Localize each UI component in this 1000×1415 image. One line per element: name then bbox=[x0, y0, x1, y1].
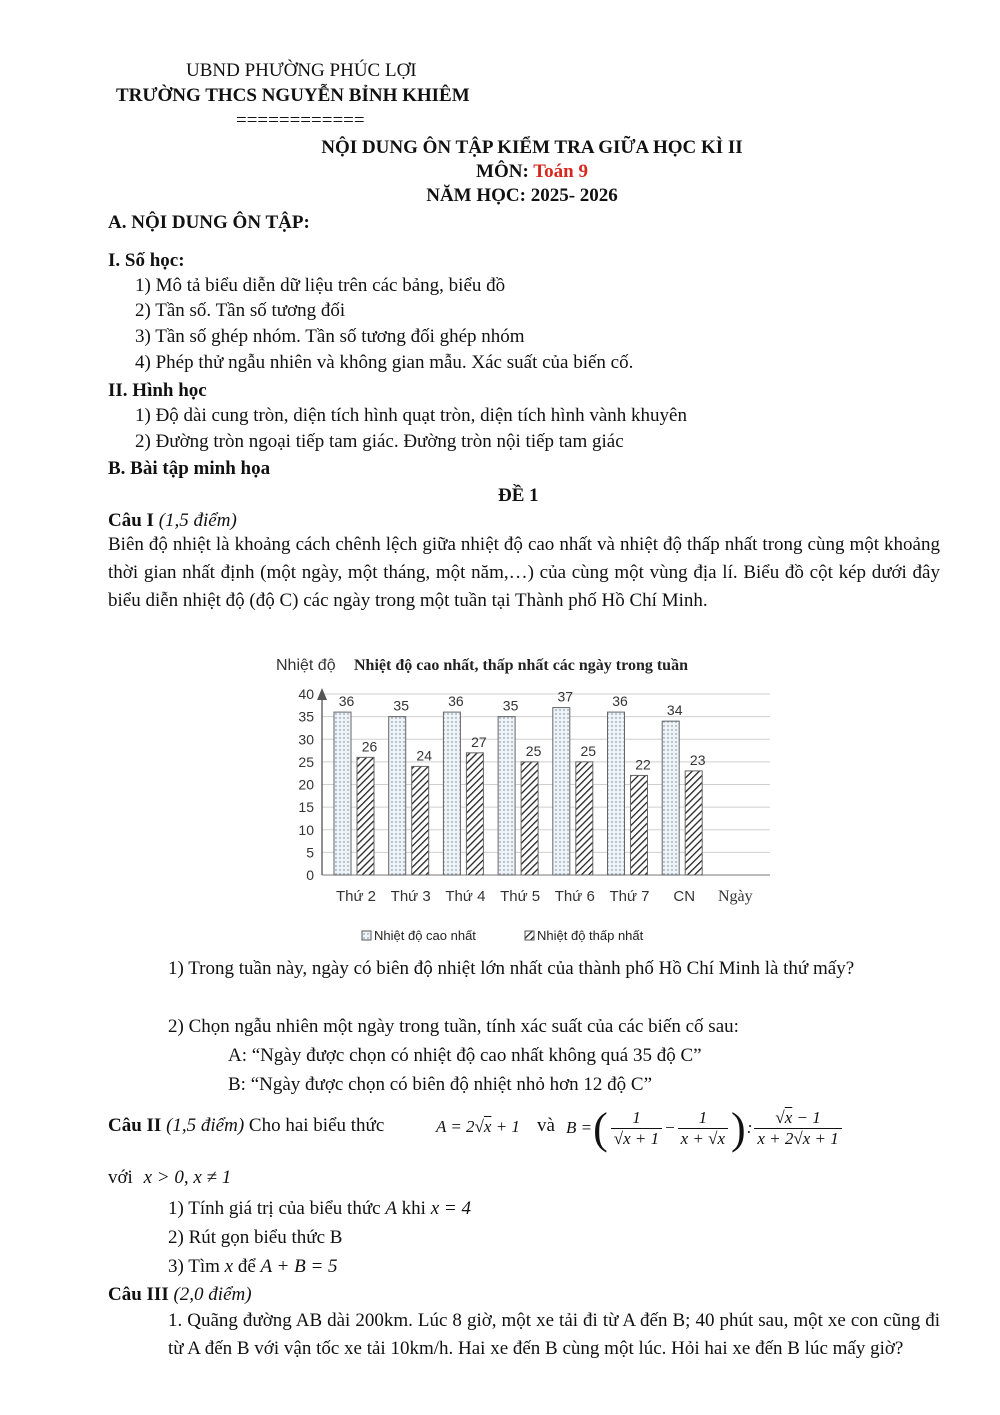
x-tick-label: Thứ 6 bbox=[554, 888, 595, 905]
q2-intro: Cho hai biểu thức bbox=[248, 1115, 385, 1136]
bar-high bbox=[498, 717, 515, 875]
q2-condition-line bbox=[108, 1167, 231, 1189]
q1-header bbox=[108, 510, 237, 532]
left-paren-icon: ( bbox=[593, 1103, 608, 1153]
data-label-high: 36 bbox=[338, 693, 355, 710]
frac1-den-radicand: x bbox=[623, 1128, 631, 1148]
data-label-low: 22 bbox=[635, 756, 651, 773]
y-tick-label: 30 bbox=[298, 731, 314, 748]
q1-points: (1,5 điểm) bbox=[158, 510, 237, 531]
section-b-heading: B. Bài tập minh họa bbox=[108, 458, 271, 479]
data-label-low: 25 bbox=[580, 742, 597, 759]
q2-part1-math: x = 4 bbox=[430, 1198, 471, 1219]
data-label-high: 35 bbox=[393, 697, 409, 714]
q2-header bbox=[108, 1115, 384, 1137]
frac3-den-radicand: x bbox=[802, 1128, 811, 1148]
q2-part1-text: 1) Tính giá trị của biểu thức bbox=[168, 1198, 386, 1219]
frac1-num: 1 bbox=[611, 1108, 662, 1129]
school-name: TRƯỜNG THCS NGUYỄN BỈNH KHIÊM bbox=[116, 85, 470, 106]
frac1-den-tail: + 1 bbox=[630, 1128, 660, 1148]
bar-low bbox=[631, 775, 648, 875]
q3-header bbox=[108, 1284, 252, 1306]
q2-part1-var: A bbox=[385, 1198, 397, 1219]
x-tick-label: Thứ 7 bbox=[609, 888, 650, 905]
bar-low bbox=[576, 762, 593, 875]
bar-high bbox=[389, 717, 406, 875]
bar-low bbox=[521, 762, 538, 875]
frac1-den bbox=[611, 1129, 662, 1149]
bar-low bbox=[685, 771, 702, 875]
q1-event-b: B: “Ngày được chọn có biên độ nhiệt nhỏ hơn 12 độ C” bbox=[228, 1074, 653, 1095]
chart-x-ticks bbox=[336, 888, 695, 905]
subject-value: Toán 9 bbox=[533, 161, 588, 182]
arith-item-1: 1) Mô tả biểu diễn dữ liệu trên các bảng, biểu đồ bbox=[135, 275, 506, 296]
divide-sign: : bbox=[746, 1118, 753, 1137]
expr-a-tail: + 1 bbox=[491, 1117, 520, 1136]
y-tick-label: 10 bbox=[298, 821, 314, 838]
q2-part3-text: 3) Tìm bbox=[168, 1256, 225, 1277]
minus-sign: − bbox=[664, 1118, 676, 1137]
subject-label: MÔN: bbox=[476, 161, 534, 182]
bar-high bbox=[443, 712, 460, 875]
q2-part3-var: x bbox=[224, 1256, 234, 1277]
geo-item-1: 1) Độ dài cung tròn, diện tích hình quạt tròn, diện tích hình vành khuyên bbox=[135, 405, 687, 426]
right-paren-icon: ) bbox=[731, 1103, 746, 1153]
legend-label-high: Nhiệt độ cao nhất bbox=[374, 928, 476, 943]
frac3-num-radicand: x bbox=[784, 1107, 793, 1127]
school-year: NĂM HỌC: 2025- 2026 bbox=[426, 185, 618, 206]
q2-condition: x > 0, x ≠ 1 bbox=[143, 1167, 232, 1188]
data-label-high: 36 bbox=[612, 693, 628, 710]
frac2-den-head: x + bbox=[680, 1128, 709, 1148]
subject-line bbox=[0, 161, 1000, 183]
org-name: UBND PHƯỜNG PHÚC LỢI bbox=[186, 60, 417, 81]
data-label-high: 34 bbox=[666, 702, 683, 719]
q2-part3-mid: để bbox=[233, 1256, 261, 1277]
frac2-num: 1 bbox=[678, 1108, 728, 1129]
bar-high bbox=[553, 708, 570, 875]
data-label-high: 36 bbox=[448, 693, 464, 710]
q2-part1-mid: khi bbox=[396, 1198, 431, 1219]
section-a-heading: A. NỘI DUNG ÔN TẬP: bbox=[108, 212, 310, 233]
expr-a bbox=[436, 1117, 520, 1137]
bar-low bbox=[466, 753, 483, 875]
q1-part1: 1) Trong tuần này, ngày có biên độ nhiệt lớn nhất của thành phố Hồ Chí Minh là thứ mấy? bbox=[168, 958, 855, 979]
expr-a-radicand: x bbox=[483, 1117, 492, 1136]
chart-xlabel: Ngày bbox=[718, 888, 753, 905]
chart-bars bbox=[334, 708, 702, 875]
expr-b bbox=[566, 1100, 844, 1156]
header-rule: ============ bbox=[236, 110, 365, 131]
x-tick-label: Thứ 5 bbox=[500, 888, 541, 905]
doc-title: NỘI DUNG ÔN TẬP KIỂM TRA GIỮA HỌC KÌ II bbox=[321, 137, 743, 158]
chart-ylabel: Nhiệt độ bbox=[276, 657, 336, 674]
frac2-den-radicand: x bbox=[717, 1128, 726, 1148]
arithmetic-heading: I. Số học: bbox=[108, 250, 185, 271]
expr-b-frac2 bbox=[678, 1108, 728, 1149]
y-tick-label: 5 bbox=[306, 844, 314, 861]
q2-part1 bbox=[168, 1198, 471, 1220]
arith-item-4: 4) Phép thử ngẫu nhiên và không gian mẫu. Xác suất của biến cố. bbox=[135, 352, 634, 373]
legend-swatch-low bbox=[525, 931, 534, 940]
q2-and-word: và bbox=[537, 1115, 555, 1136]
frac3-den-head: x + 2 bbox=[757, 1128, 794, 1148]
y-tick-label: 35 bbox=[298, 708, 314, 725]
temperature-chart bbox=[270, 648, 770, 948]
q3-part1: 1. Quãng đường AB dài 200km. Lúc 8 giờ, một xe tải đi từ A đến B; 40 phút sau, một xe con cũng đi từ A đến B với vận tốc xe tải 10km/h. Hai xe đến B cùng một lúc. Hỏi hai xe đến B lúc mấy giờ? bbox=[168, 1310, 940, 1359]
q1-label: Câu I bbox=[108, 510, 154, 531]
data-label-low: 27 bbox=[471, 733, 487, 750]
q2-part3-math: A + B = 5 bbox=[260, 1256, 338, 1277]
q2-part3 bbox=[168, 1256, 338, 1278]
data-label-low: 25 bbox=[525, 742, 542, 759]
arith-item-2: 2) Tần số. Tần số tương đối bbox=[135, 300, 346, 321]
data-label-high: 37 bbox=[557, 688, 574, 705]
frac3-num-tail: − 1 bbox=[792, 1107, 821, 1127]
chart-y-ticks bbox=[298, 686, 314, 883]
frac3-den bbox=[754, 1129, 841, 1149]
q1-part2: 2) Chọn ngẫu nhiên một ngày trong tuần, tính xác suất của các biến cố sau: bbox=[168, 1016, 739, 1037]
sqrt-icon: √ bbox=[613, 1128, 624, 1148]
bar-low bbox=[412, 766, 429, 875]
x-tick-label: Thứ 2 bbox=[335, 888, 377, 905]
geometry-heading: II. Hình học bbox=[108, 380, 207, 401]
x-tick-label: CN bbox=[673, 888, 696, 905]
expr-a-lhs: A = 2 bbox=[436, 1117, 475, 1136]
bar-high bbox=[662, 721, 679, 875]
chart-legend bbox=[362, 928, 644, 943]
q2-points: (1,5 điểm) bbox=[166, 1115, 245, 1136]
bar-high bbox=[334, 712, 351, 875]
q2-part2: 2) Rút gọn biểu thức B bbox=[168, 1227, 343, 1248]
q2-label: Câu II bbox=[108, 1115, 162, 1136]
q1-event-a: A: “Ngày được chọn có nhiệt độ cao nhất không quá 35 độ C” bbox=[228, 1045, 702, 1066]
x-tick-label: Thứ 4 bbox=[445, 888, 486, 905]
q3-label: Câu III bbox=[108, 1284, 169, 1305]
x-tick-label: Thứ 3 bbox=[390, 888, 431, 905]
frac2-den bbox=[678, 1129, 728, 1149]
sqrt-icon: √ bbox=[793, 1128, 803, 1148]
bar-low bbox=[357, 757, 374, 875]
q2-cond-word: với bbox=[108, 1167, 133, 1188]
y-tick-label: 25 bbox=[298, 753, 314, 770]
legend-swatch-high bbox=[362, 931, 371, 940]
q1-intro: Biên độ nhiệt là khoảng cách chênh lệch giữa nhiệt độ cao nhất và nhiệt độ thấp nhất trong cùng một khoảng thời gian nhất định (một ngày, một tháng, một năm,…) của cùng một vùng địa lí. Biểu đồ cột kép dưới đây biểu diễn nhiệt độ (độ C) các ngày trong một tuần tại Thành phố Hồ Chí Minh. bbox=[108, 534, 940, 611]
sqrt-icon: √ bbox=[775, 1107, 785, 1127]
bar-high bbox=[608, 712, 625, 875]
frac3-num bbox=[754, 1108, 841, 1129]
chart-title: Nhiệt độ cao nhất, thấp nhất các ngày trong tuần bbox=[354, 657, 688, 674]
exam-title: ĐỀ 1 bbox=[498, 485, 539, 506]
arith-item-3: 3) Tần số ghép nhóm. Tần số tương đối ghép nhóm bbox=[135, 326, 525, 347]
data-label-high: 35 bbox=[502, 697, 519, 714]
y-tick-label: 20 bbox=[298, 776, 314, 793]
frac3-den-tail: + 1 bbox=[810, 1128, 839, 1148]
y-tick-label: 15 bbox=[298, 799, 314, 816]
data-label-low: 26 bbox=[361, 738, 378, 755]
y-tick-label: 0 bbox=[306, 867, 314, 883]
sqrt-icon: √ bbox=[474, 1117, 484, 1136]
expr-b-frac3 bbox=[754, 1108, 841, 1149]
sqrt-icon: √ bbox=[708, 1128, 718, 1148]
geo-item-2: 2) Đường tròn ngoại tiếp tam giác. Đường tròn nội tiếp tam giác bbox=[135, 431, 624, 452]
data-label-low: 23 bbox=[689, 751, 706, 768]
y-tick-label: 40 bbox=[298, 686, 314, 702]
data-label-low: 24 bbox=[416, 747, 432, 764]
expr-b-lhs: B = bbox=[566, 1118, 593, 1137]
legend-label-low: Nhiệt độ thấp nhất bbox=[537, 928, 644, 943]
expr-b-frac1 bbox=[611, 1108, 662, 1149]
q3-points: (2,0 điểm) bbox=[173, 1284, 252, 1305]
